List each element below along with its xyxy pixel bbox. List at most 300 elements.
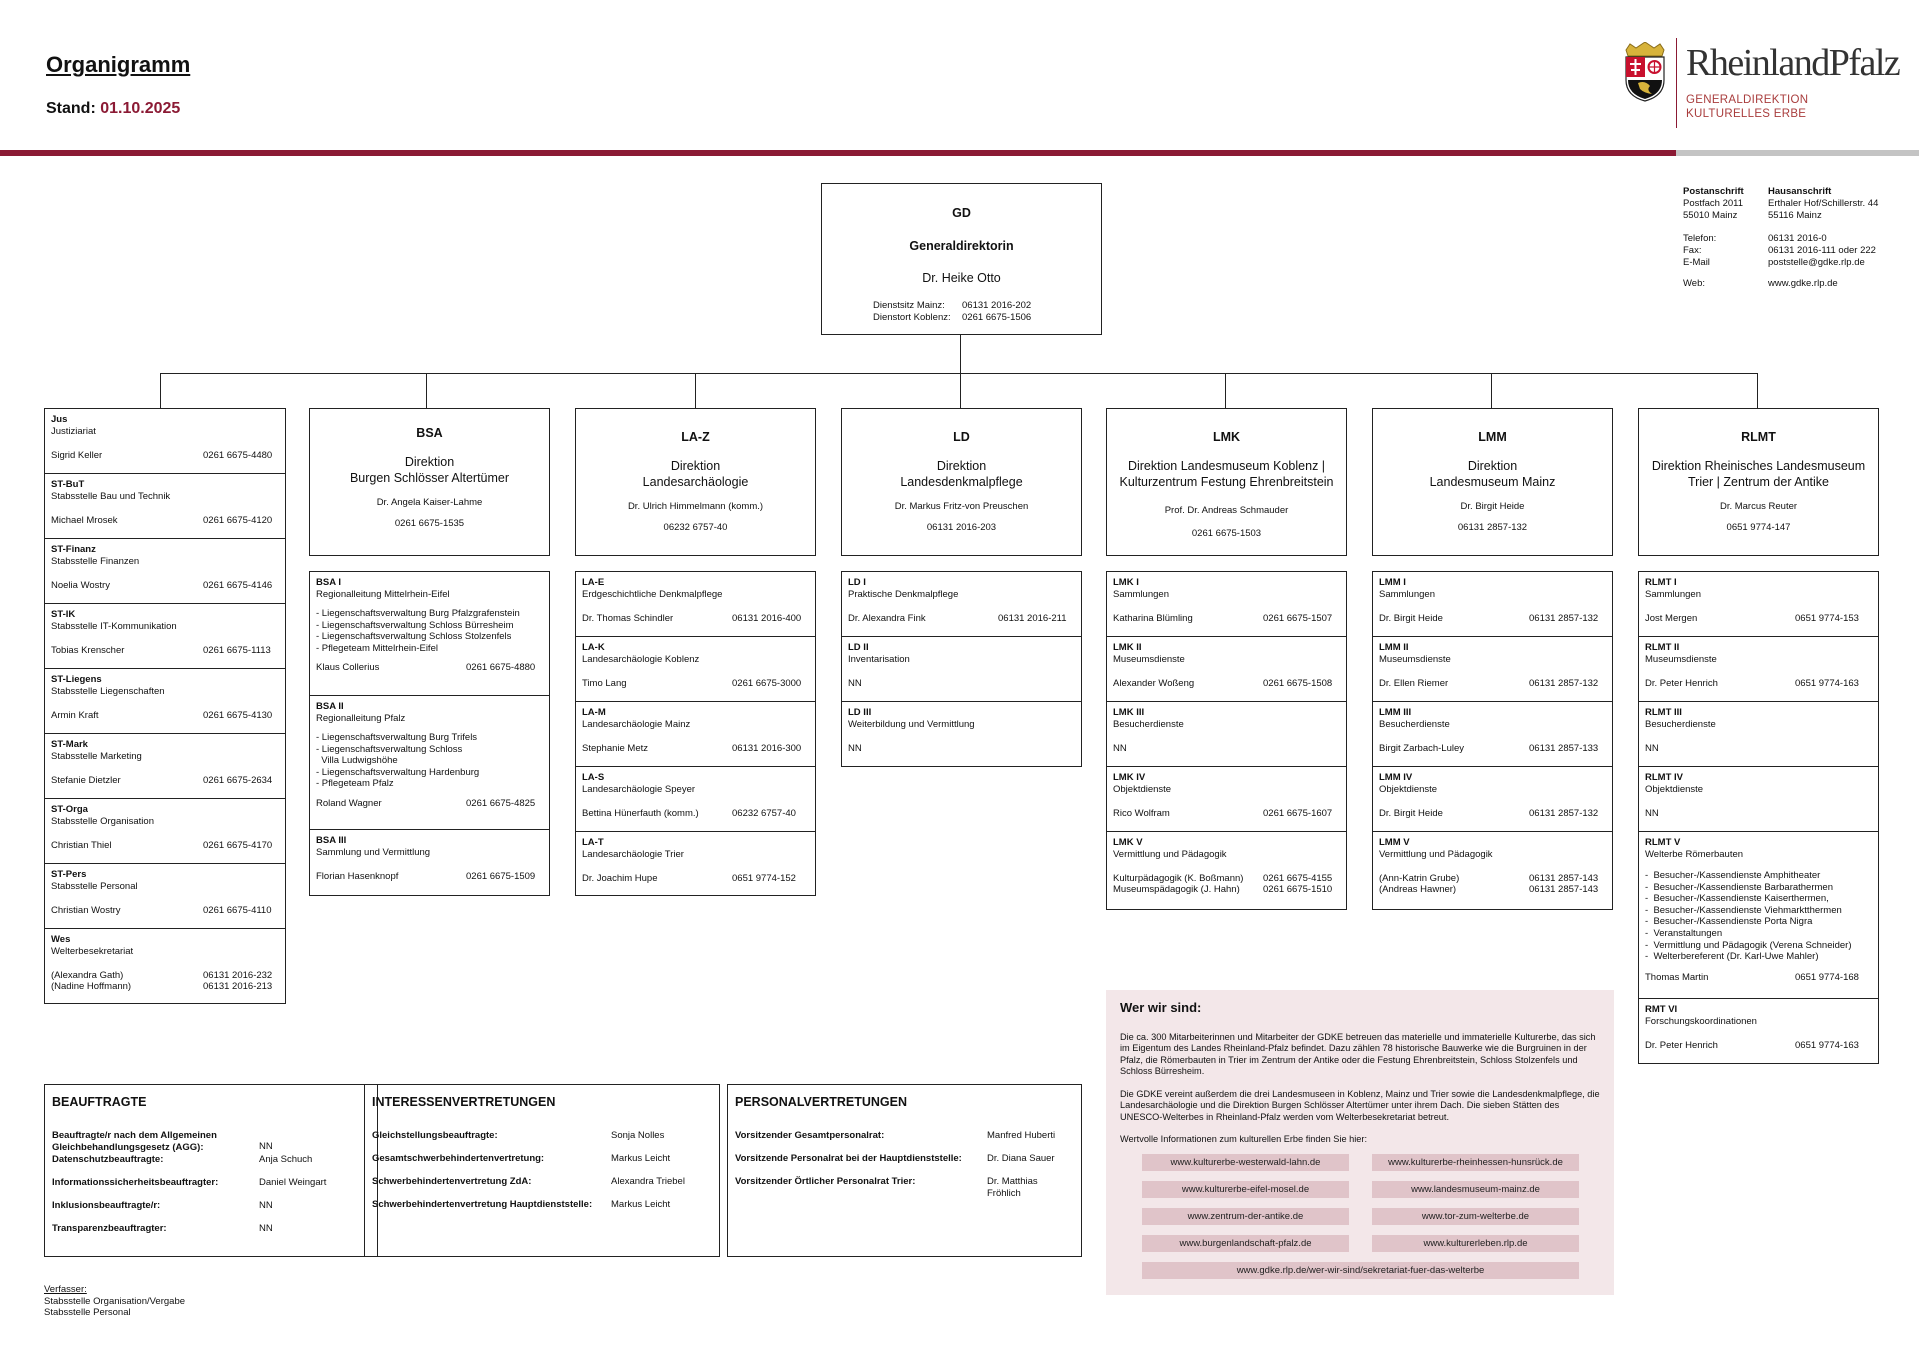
connector-lmk	[1225, 373, 1226, 408]
unit-person: (Andreas Hawner)	[1379, 884, 1457, 896]
info-row	[735, 1153, 1074, 1176]
connector-horizontal	[160, 373, 1758, 374]
directorate-name-line: Direktion	[1467, 459, 1518, 474]
unit	[1107, 572, 1346, 637]
unit	[576, 767, 815, 832]
directorate-code: LA-Z	[681, 430, 710, 444]
unit-phone: 0651 9774-153	[1795, 613, 1859, 625]
unit-code: LMK I	[1113, 577, 1139, 588]
unit-person: Jost Mergen	[1645, 613, 1698, 625]
about-title: Wer wir sind:	[1120, 1000, 1202, 1015]
gd-phone-label: Dienstort Koblenz:	[873, 311, 951, 323]
unit	[1373, 832, 1612, 900]
row-label: Vorsitzender Örtlicher Personalrat Trier:	[735, 1176, 916, 1188]
directorate-laz	[575, 408, 816, 556]
unit-name: Sammlung und Vermittlung	[316, 846, 431, 858]
footer-line: Stabsstelle Personal	[44, 1307, 131, 1319]
unit-phone: 06131 2016-400	[732, 613, 802, 625]
coat-of-arms-icon	[1622, 42, 1668, 102]
row-label: Transparenzbeauftragter:	[52, 1223, 167, 1235]
connector-staff	[160, 373, 161, 408]
unit-name: Sammlungen	[1379, 588, 1435, 600]
gd-phones	[822, 300, 1101, 324]
unit-code: RLMT V	[1645, 837, 1681, 848]
unit-person: Christian Wostry	[51, 905, 121, 917]
row-label	[52, 1130, 217, 1153]
unit-person: NN	[848, 743, 862, 755]
staff-unit	[45, 864, 285, 929]
row-value: Alexandra Triebel	[611, 1176, 685, 1188]
link-welterbe-sekretariat[interactable]: www.gdke.rlp.de/wer-wir-sind/sekretariat-fuer-das-welterbe	[1142, 1262, 1579, 1279]
directorate-name	[576, 459, 815, 490]
info-row	[735, 1130, 1074, 1153]
unit-code: LA-K	[582, 642, 605, 653]
row-value: NN	[259, 1223, 273, 1235]
unit-code: LA-E	[582, 577, 605, 588]
unit-name: Sammlungen	[1113, 588, 1169, 600]
unit-phone: 0261 6675-4155	[1263, 873, 1333, 885]
unit-code: Jus	[51, 414, 68, 425]
row-value: Dr. Matthias Fröhlich	[987, 1176, 1038, 1199]
unit-person: Florian Hasenknopf	[316, 871, 399, 883]
unit-person: Timo Lang	[582, 678, 627, 690]
directorate-phone: 06131 2016-203	[926, 522, 997, 534]
unit-name: Stabsstelle Liegenschaften	[51, 685, 165, 697]
directorate-code: LD	[953, 430, 970, 444]
row-value: NN	[259, 1200, 273, 1212]
directorate-phone: 0651 9774-147	[1726, 522, 1791, 534]
unit	[310, 696, 549, 830]
directorate-phone: 0261 6675-1535	[394, 518, 465, 530]
about-paragraph: Wertvolle Informationen zum kulturellen Erbe finden Sie hier:	[1120, 1134, 1367, 1145]
header-accent-bar	[0, 150, 1676, 156]
unit-person: NN	[1645, 808, 1659, 820]
unit-name: Objektdienste	[1113, 783, 1172, 795]
info-row	[372, 1153, 712, 1176]
directorate-code: LMK	[1212, 430, 1241, 444]
header-grey-bar	[1676, 150, 1919, 156]
about-panel	[1106, 990, 1614, 1295]
unit-code: ST-Finanz	[51, 544, 96, 555]
unit-name: Regionalleitung Pfalz	[316, 712, 406, 724]
bsa-units	[309, 571, 550, 896]
unit-phone: 0651 9774-152	[732, 873, 796, 885]
footer-line: Stabsstelle Organisation/Vergabe	[44, 1295, 186, 1307]
directorate-name	[310, 455, 549, 486]
directorate-rlmt	[1638, 408, 1879, 556]
stand-date: 01.10.2025	[100, 100, 181, 117]
unit-person: Christian Thiel	[51, 840, 112, 852]
unit-name: Weiterbildung und Vermittlung	[848, 718, 975, 730]
unit-code: LA-S	[582, 772, 605, 783]
directorate-name-line: Direktion	[670, 459, 721, 474]
unit-name: Stabsstelle Marketing	[51, 750, 142, 762]
unit-code: LMM I	[1379, 577, 1406, 588]
info-row	[52, 1130, 370, 1154]
haus-line: 55116 Mainz	[1768, 210, 1822, 221]
unit-person: Museumspädagogik (J. Hahn)	[1113, 884, 1240, 896]
unit-code: ST-Liegens	[51, 674, 102, 685]
web-label: Web:	[1683, 278, 1706, 289]
unit	[310, 830, 549, 887]
unit-code: BSA II	[316, 701, 344, 712]
unit-code: RLMT III	[1645, 707, 1682, 718]
unit-name: Vermittlung und Pädagogik	[1379, 848, 1493, 860]
unit-code: LMM II	[1379, 642, 1409, 653]
unit-name: Besucherdienste	[1113, 718, 1184, 730]
staff-column	[44, 408, 286, 1004]
unit-person: Michael Mrosek	[51, 515, 118, 527]
directorate-phone: 06131 2857-132	[1457, 522, 1528, 534]
row-value: Markus Leicht	[611, 1153, 671, 1165]
unit-person: Tobias Krenscher	[51, 645, 125, 657]
unit-name: Forschungskoordinationen	[1645, 1015, 1757, 1027]
unit	[310, 572, 549, 696]
fax-value: 06131 2016-111 oder 222	[1768, 245, 1876, 256]
info-row	[372, 1176, 712, 1199]
unit-person: Roland Wagner	[316, 798, 382, 810]
gd-person: Dr. Heike Otto	[922, 270, 1001, 285]
directorate-name-line: Landesmuseum Mainz	[1429, 474, 1556, 489]
staff-unit	[45, 929, 285, 997]
unit-phone: 06131 2857-132	[1529, 678, 1599, 690]
unit-name: Sammlungen	[1645, 588, 1701, 600]
connector-bsa	[426, 373, 427, 408]
row-label: Schwerbehindertenvertretung ZdA:	[372, 1176, 532, 1188]
unit-phone: 06131 2857-143	[1529, 884, 1599, 896]
unit-code: ST-BuT	[51, 479, 85, 490]
gd-phone: 0261 6675-1506	[962, 311, 1032, 323]
post-line: 55010 Mainz	[1683, 210, 1738, 221]
unit-phone: 06131 2016-232	[203, 970, 273, 982]
row-value: NN	[259, 1141, 273, 1153]
unit-name: Museumsdienste	[1379, 653, 1451, 665]
link-eifel-mosel[interactable]: www.kulturerbe-eifel-mosel.de	[1142, 1181, 1349, 1198]
unit-code: LMM III	[1379, 707, 1412, 718]
unit-phone: 0261 6675-4130	[203, 710, 273, 722]
post-line: Postfach 2011	[1683, 198, 1744, 209]
unit-code: ST-Mark	[51, 739, 88, 750]
gd-title: Generaldirektorin	[909, 239, 1014, 254]
unit-code: ST-Pers	[51, 869, 87, 880]
row-label: Gesamtschwerbehindertenvertretung:	[372, 1153, 545, 1165]
unit-name: Welterbe Römerbauten	[1645, 848, 1744, 860]
directorate-phone: 0261 6675-1503	[1191, 528, 1262, 540]
unit	[576, 637, 815, 702]
unit-name: Museumsdienste	[1113, 653, 1185, 665]
unit-phone: 0651 9774-168	[1795, 971, 1859, 983]
row-label: Schwerbehindertenvertretung Hauptdienststelle:	[372, 1199, 593, 1211]
unit-name: Stabsstelle Personal	[51, 880, 138, 892]
directorate-name-line: Direktion	[936, 459, 987, 474]
directorate-bsa	[309, 408, 550, 556]
connector-rlmt	[1757, 373, 1758, 408]
unit-person: (Alexandra Gath)	[51, 970, 124, 982]
unit	[842, 637, 1081, 702]
address-block	[1683, 186, 1913, 296]
unit-name: Besucherdienste	[1645, 718, 1716, 730]
unit-code: RLMT I	[1645, 577, 1677, 588]
unit-code: BSA III	[316, 835, 347, 846]
staff-unit	[45, 799, 285, 864]
link-landesmuseum-mainz[interactable]: www.landesmuseum-mainz.de	[1372, 1181, 1579, 1198]
gd-code: GD	[952, 206, 971, 220]
unit-name: Besucherdienste	[1379, 718, 1450, 730]
unit-person: Rico Wolfram	[1113, 808, 1170, 820]
unit	[1639, 767, 1878, 832]
unit-name: Museumsdienste	[1645, 653, 1717, 665]
unit-person: NN	[1113, 743, 1127, 755]
row-label: Informationssicherheitsbeauftragter:	[52, 1177, 219, 1189]
unit-name: Landesarchäologie Trier	[582, 848, 684, 860]
unit	[1639, 572, 1878, 637]
unit-person: Dr. Alexandra Fink	[848, 613, 926, 625]
tel-label: Telefon:	[1683, 233, 1717, 244]
directorate-lmk	[1106, 408, 1347, 556]
unit	[576, 832, 815, 889]
unit-phone: 0261 6675-1113	[203, 645, 271, 657]
unit-person: (Nadine Hoffmann)	[51, 981, 132, 993]
unit-person: (Ann-Katrin Grube)	[1379, 873, 1460, 885]
unit	[1639, 702, 1878, 767]
directorate-person: Dr. Ulrich Himmelmann (komm.)	[627, 500, 764, 512]
unit-phone: 06131 2016-213	[203, 981, 273, 993]
unit-name: Stabsstelle Organisation	[51, 815, 154, 827]
row-value: Markus Leicht	[611, 1199, 671, 1211]
unit-phone: 0261 6675-1510	[1263, 884, 1333, 896]
unit-name: Vermittlung und Pädagogik	[1113, 848, 1227, 860]
unit	[1639, 832, 1878, 999]
unit	[1373, 767, 1612, 832]
unit-person: Dr. Birgit Heide	[1379, 808, 1443, 820]
info-row	[52, 1177, 370, 1200]
row-label-line: Beauftragte/r nach dem Allgemeinen	[52, 1130, 217, 1142]
unit-name: Objektdienste	[1379, 783, 1438, 795]
directorate-name	[1373, 459, 1612, 490]
lmm-units	[1372, 571, 1613, 910]
unit-person: Dr. Ellen Riemer	[1379, 678, 1449, 690]
unit-name: Stabsstelle Finanzen	[51, 555, 140, 567]
directorate-lmm	[1372, 408, 1613, 556]
unit-phone: 0261 6675-3000	[732, 678, 802, 690]
unit-person: Dr. Joachim Hupe	[582, 873, 658, 885]
unit-name: Objektdienste	[1645, 783, 1704, 795]
haus-title: Hausanschrift	[1768, 186, 1832, 197]
beauftragte-box	[44, 1084, 378, 1257]
row-value: Sonja Nolles	[611, 1130, 665, 1142]
unit	[1639, 637, 1878, 702]
stand-label: Stand:	[46, 100, 96, 117]
unit	[1373, 572, 1612, 637]
unit	[1107, 832, 1346, 900]
row-value: Anja Schuch	[259, 1154, 313, 1166]
unit-phone: 0261 6675-4146	[203, 580, 273, 592]
unit-person: Dr. Peter Henrich	[1645, 1040, 1718, 1052]
directorate-name-line: Kulturzentrum Festung Ehrenbreitstein	[1119, 474, 1334, 489]
unit	[1639, 999, 1878, 1056]
unit-name: Erdgeschichtliche Denkmalpflege	[582, 588, 723, 600]
box-title: INTERESSENVERTRETUNGEN	[372, 1095, 556, 1109]
directorate-name	[842, 459, 1081, 490]
unit-code: LMK III	[1113, 707, 1145, 718]
unit-name: Landesarchäologie Speyer	[582, 783, 696, 795]
unit-phone: 0651 9774-163	[1795, 678, 1859, 690]
unit-person: Thomas Martin	[1645, 971, 1709, 983]
unit-phone: 0261 6675-1509	[466, 871, 536, 883]
unit-person: Birgit Zarbach-Luley	[1379, 743, 1465, 755]
logo-subtitle-line1: GENERALDIREKTION	[1686, 94, 1809, 106]
unit-person: Dr. Birgit Heide	[1379, 613, 1443, 625]
connector-gd-down	[960, 335, 961, 373]
info-row	[52, 1154, 370, 1177]
directorate-person: Dr. Angela Kaiser-Lahme	[376, 496, 483, 508]
staff-unit	[45, 474, 285, 539]
row-value: Daniel Weingart	[259, 1177, 327, 1189]
unit-phone: 06131 2016-211	[998, 613, 1067, 625]
interessen-box	[364, 1084, 720, 1257]
unit-phone: 06131 2857-132	[1529, 613, 1599, 625]
logo-subtitle-line2: KULTURELLES ERBE	[1686, 108, 1807, 121]
unit-person: Bettina Hünerfauth (komm.)	[582, 808, 699, 820]
unit-person: NN	[848, 678, 862, 690]
post-title: Postanschrift	[1683, 186, 1744, 197]
unit-phone: 0261 6675-1508	[1263, 678, 1333, 690]
unit	[842, 702, 1081, 759]
unit-code: RLMT II	[1645, 642, 1680, 653]
tel-value: 06131 2016-0	[1768, 233, 1827, 244]
unit-name: Stabsstelle IT-Kommunikation	[51, 620, 177, 632]
link-zentrum-der-antike[interactable]: www.zentrum-der-antike.de	[1142, 1208, 1349, 1225]
directorate-code: RLMT	[1741, 430, 1776, 444]
unit-person: Armin Kraft	[51, 710, 99, 722]
logo-separator	[1676, 38, 1677, 128]
link-tor-zum-welterbe[interactable]: www.tor-zum-welterbe.de	[1372, 1208, 1579, 1225]
unit-subunits: - Liegenschaftsverwaltung Burg Trifels - Liegenschaftsverwaltung Schloss Villa Ludwigshöhe - Liegenschaftsverwaltung Hardenburg - Pflegeteam Pfalz	[316, 732, 480, 790]
gd-box	[821, 183, 1102, 335]
unit-code: Wes	[51, 934, 71, 945]
unit-phone: 06131 2857-143	[1529, 873, 1599, 885]
unit-phone: 06131 2857-133	[1529, 743, 1599, 755]
info-row	[735, 1176, 1074, 1199]
unit-code: LMM IV	[1379, 772, 1413, 783]
staff-unit	[45, 604, 285, 669]
directorate-person: Dr. Markus Fritz-von Preuschen	[894, 500, 1029, 512]
unit-phone: 06131 2857-132	[1529, 808, 1599, 820]
unit-phone: 0261 6675-4110	[203, 905, 272, 917]
unit-phone: 0261 6675-4480	[203, 450, 273, 462]
unit-phone: 0261 6675-4825	[466, 798, 536, 810]
directorate-name-line: Direktion	[404, 455, 455, 470]
unit-code: ST-IK	[51, 609, 76, 620]
unit	[1107, 767, 1346, 832]
logo-subtitle	[1686, 93, 1808, 122]
rlmt-units	[1638, 571, 1879, 1064]
mail-link[interactable]: poststelle@gdke.rlp.de	[1768, 257, 1865, 268]
unit-person: Dr. Thomas Schindler	[582, 613, 674, 625]
directorate-person: Dr. Marcus Reuter	[1719, 500, 1798, 512]
unit-person: Katharina Blümling	[1113, 613, 1193, 625]
directorate-ld	[841, 408, 1082, 556]
link-kulturerleben[interactable]: www.kulturerleben.rlp.de	[1372, 1235, 1579, 1252]
unit-name: Landesarchäologie Koblenz	[582, 653, 700, 665]
info-row	[372, 1130, 712, 1153]
unit-person: Noelia Wostry	[51, 580, 110, 592]
row-value: Dr. Diana Sauer	[987, 1153, 1055, 1165]
unit-person: Kulturpädagogik (K. Boßmann)	[1113, 873, 1244, 885]
box-title: PERSONALVERTRETUNGEN	[735, 1095, 908, 1109]
footer	[44, 1284, 185, 1319]
page-title: Organigramm	[46, 52, 191, 77]
unit	[576, 572, 815, 637]
unit-person: Stephanie Metz	[582, 743, 649, 755]
haus-line: Erthaler Hof/Schillerstr. 44	[1768, 198, 1879, 209]
footer-label: Verfasser:	[44, 1284, 87, 1295]
link-burgenlandschaft-pfalz[interactable]: www.burgenlandschaft-pfalz.de	[1142, 1235, 1349, 1252]
unit-code: LMK V	[1113, 837, 1143, 848]
fax-label: Fax:	[1683, 245, 1702, 256]
gd-phone-label: Dienstsitz Mainz:	[873, 299, 945, 311]
la-units	[575, 571, 816, 896]
unit-code: LA-M	[582, 707, 606, 718]
unit-code: LMM V	[1379, 837, 1410, 848]
unit	[1107, 637, 1346, 702]
unit-phone: 06131 2016-300	[732, 743, 802, 755]
directorate-name-line: Trier | Zentrum der Antike	[1687, 474, 1830, 489]
unit-name: Stabsstelle Bau und Technik	[51, 490, 171, 502]
unit-code: LD II	[848, 642, 869, 653]
about-paragraph: Die ca. 300 Mitarbeiterinnen und Mitarbeiter der GDKE betreuen das materielle und immaterielle Kulturerbe, das sich im Eigentum des Landes Rheinland-Pfalz befindet. Dazu zählen 78 historische Bauwerke wie die Burgruinen in der Pfalz, die Römerbauten in Trier im Zentrum der Antike oder die Festung Ehrenbreitstein, Schloss Stolzenfels und Schloss Bürresheim.	[1120, 1031, 1596, 1077]
logo-wordmark: RheinlandPfalz	[1686, 42, 1900, 84]
gd-phone: 06131 2016-202	[962, 299, 1032, 311]
row-label: Datenschutzbeauftragte:	[52, 1154, 164, 1166]
connector-laz	[695, 373, 696, 408]
row-label: Inklusionsbeauftragte/r:	[52, 1200, 161, 1212]
unit-phone: 0261 6675-4120	[203, 515, 273, 527]
directorate-phone: 06232 6757-40	[663, 522, 728, 534]
row-label: Vorsitzende Personalrat bei der Hauptdienststelle:	[735, 1153, 962, 1165]
unit-person: Alexander Woßeng	[1113, 678, 1195, 690]
row-label: Vorsitzender Gesamtpersonalrat:	[735, 1130, 885, 1142]
link-rheinhessen-hunsrueck[interactable]: www.kulturerbe-rheinhessen-hunsrück.de	[1372, 1154, 1579, 1171]
unit-code: ST-Orga	[51, 804, 88, 815]
directorate-name-line: Direktion Rheinisches Landesmuseum	[1651, 459, 1866, 474]
directorate-name-line: Direktion Landesmuseum Koblenz |	[1127, 459, 1326, 474]
directorate-name-line: Landesarchäologie	[642, 474, 749, 489]
unit-person: NN	[1645, 743, 1659, 755]
row-label: Gleichstellungsbeauftragte:	[372, 1130, 498, 1142]
staff-unit	[45, 734, 285, 799]
unit-code: RLMT IV	[1645, 772, 1683, 783]
unit-phone: 0261 6675-2634	[203, 775, 273, 787]
staff-unit	[45, 669, 285, 734]
about-paragraph: Die GDKE vereint außerdem die drei Landesmuseen in Koblenz, Mainz und Trier sowie die Landesdenkmalpflege, die Landesarchäologie und die Direktion Burgen Schlösser Altertümer unter ihrem Dach. Die sieben Stätten des UNESCO-Welterbes in Rheinland-Pfalz werden vom Welterbesekretariat betreut.	[1120, 1088, 1600, 1122]
box-title: BEAUFTRAGTE	[52, 1095, 147, 1109]
unit	[576, 702, 815, 767]
directorate-name-line: Landesdenkmalpflege	[900, 474, 1023, 489]
unit	[842, 572, 1081, 637]
ld-units	[841, 571, 1082, 767]
unit-name: Praktische Denkmalpflege	[848, 588, 959, 600]
web-link[interactable]: www.gdke.rlp.de	[1768, 278, 1838, 289]
staff-unit	[45, 409, 285, 474]
personal-box	[727, 1084, 1082, 1257]
unit-code: LMK IV	[1113, 772, 1146, 783]
row-label-line: Gleichbehandlungsgesetz (AGG):	[52, 1141, 204, 1153]
staff-unit	[45, 539, 285, 604]
link-westerwald-lahn[interactable]: www.kulturerbe-westerwald-lahn.de	[1142, 1154, 1349, 1171]
unit-name: Landesarchäologie Mainz	[582, 718, 691, 730]
unit-phone: 0651 9774-163	[1795, 1040, 1859, 1052]
